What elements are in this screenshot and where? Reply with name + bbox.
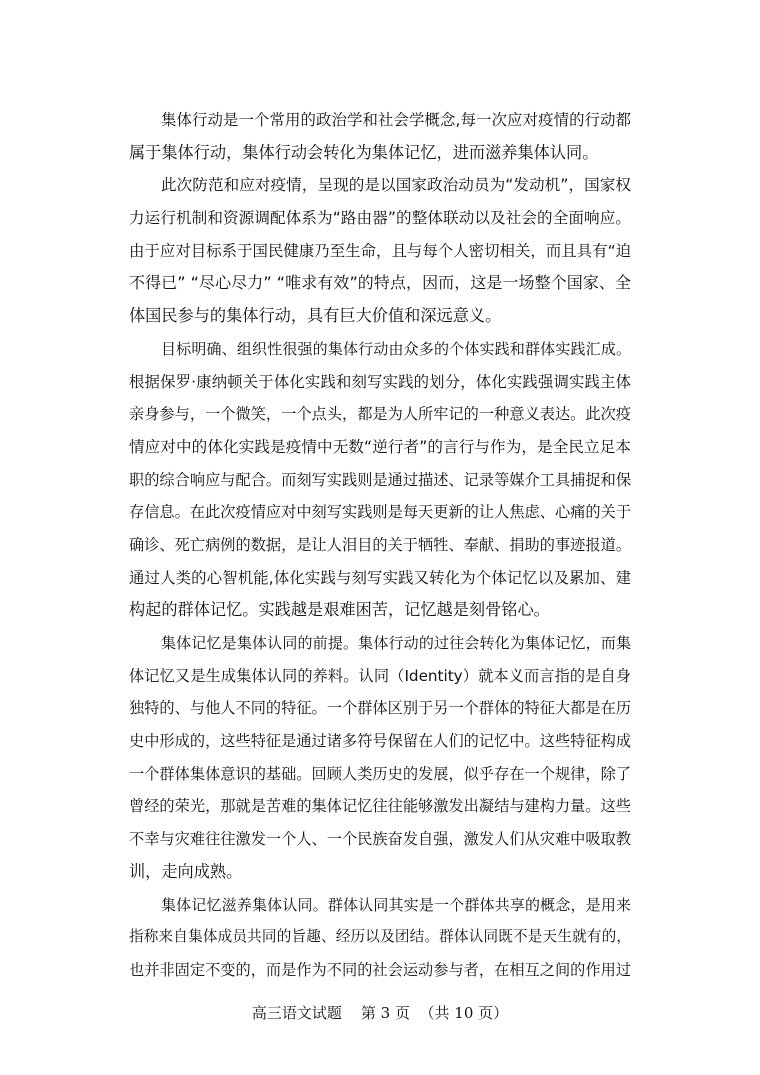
article-body: [129, 104, 631, 987]
text-line: 力运行机制和资源调配体系为“路由器”的整体联动以及社会的全面响应。: [129, 209, 631, 228]
text-line: 集体行动是一个常用的政治学和社会学概念,每一次应对疫情的行动都: [161, 111, 631, 129]
text-line: 也并非固定不变的，而是作为不同的社会运动参与者，在相互之间的作用过: [129, 960, 631, 979]
text-line: 亲身参与，一个微笑，一个点头，都是为人所牢记的一种意义表达。此次疫: [129, 405, 631, 424]
text-line: 独特的、与他人不同的特征。一个群体区别于另一个群体的特征大都是在历: [129, 699, 631, 718]
text-line: 集体记忆是集体认同的前提。集体行动的过往会转化为集体记忆，而集: [161, 634, 631, 652]
text-line: 根据保罗·康纳顿关于体化实践和刻写实践的划分，体化实践强调实践主体: [129, 372, 631, 391]
text-line: 属于集体行动，集体行动会转化为集体记忆，进而滋养集体认同。: [129, 142, 599, 162]
text-line: 职的综合响应与配合。而刻写实践则是通过描述、记录等媒介工具捕捉和保: [129, 470, 631, 489]
text-line: 存信息。在此次疫情应对中刻写实践则是每天更新的让人焦虑、心痛的关于: [129, 503, 631, 522]
page-footer: 高三语文试题 第 3 页 （共 10 页）: [251, 1004, 509, 1022]
text-line: 集体记忆滋养集体认同。群体认同其实是一个群体共享的概念，是用来: [161, 895, 631, 914]
text-line: 训，走向成熟。: [129, 861, 243, 881]
text-line: 指称来自集体成员共同的旨趣、经历以及团结。群体认同既不是天生就有的，: [129, 928, 631, 946]
text-line: 体国民参与的集体行动，具有巨大价值和深远意义。: [129, 306, 502, 326]
text-line: 构起的群体记忆。实践越是艰难困苦，记忆越是刻骨铭心。: [129, 600, 550, 620]
text-line: 不幸与灾难往往激发一个人、一个民族奋发自强，激发人们从灾难中吸取教: [129, 830, 631, 849]
text-line: 一个群体集体意识的基础。回顾人类历史的发展，似乎存在一个规律，除了: [129, 764, 631, 783]
text-line: 体记忆又是生成集体认同的养料。认同（Identity）就本义而言指的是自身: [129, 666, 631, 685]
text-line: 由于应对目标系于国民健康乃至生命，且与每个人密切相关，而且具有“迫: [129, 241, 631, 260]
text-line: 确诊、死亡病例的数据，是让人泪目的关于牺牲、奉献、捐助的事迹报道。: [129, 535, 631, 554]
text-line: 情应对中的体化实践是疫情中无数“逆行者”的言行与作为，是全民立足本: [129, 437, 631, 456]
text-line: 目标明确、组织性很强的集体行动由众多的个体实践和群体实践汇成。: [161, 339, 631, 358]
text-line: 曾经的荣光，那就是苦难的集体记忆往往能够激发出凝结与建构力量。这些: [129, 797, 631, 816]
text-line: 史中形成的，这些特征是通过诸多符号保留在人们的记忆中。这些特征构成: [129, 732, 631, 751]
text-line: 此次防范和应对疫情，呈现的是以国家政治动员为“发动机”，国家权: [161, 176, 631, 195]
text-line: 不得已” “尽心尽力” “唯求有效”的特点，因而，这是一场整个国家、全: [129, 273, 631, 293]
text-line: 通过人类的心智机能,体化实践与刻写实践又转化为个体记忆以及累加、建: [129, 568, 631, 587]
